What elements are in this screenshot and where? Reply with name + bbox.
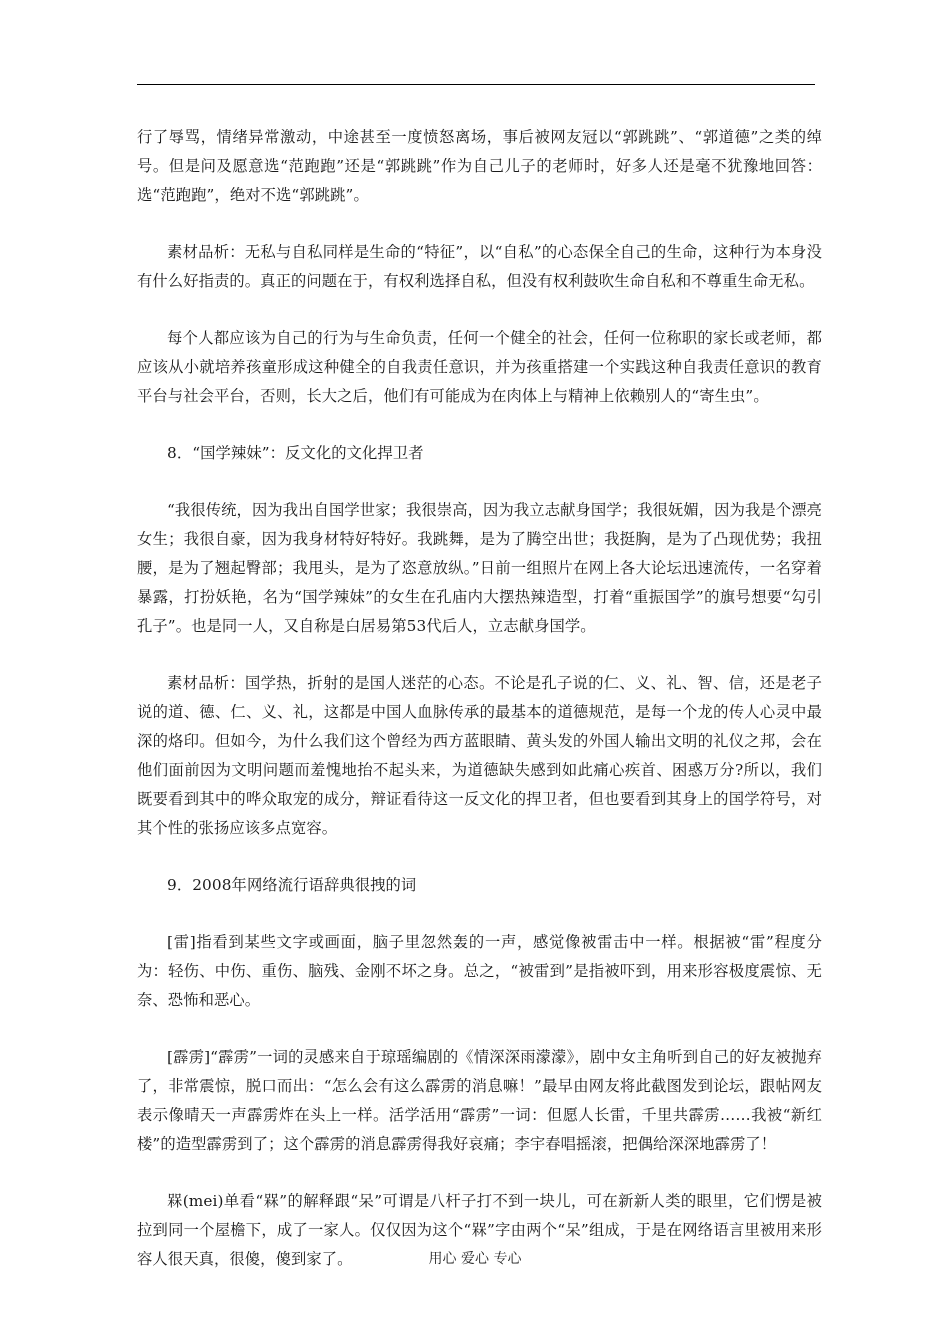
- paragraph-4: “我很传统，因为我出自国学世家；我很崇高，因为我立志献身国学；我很妩媚，因为我是个漂亮女生；我很自豪，因为我身材特好特好。我跳舞，是为了腾空出世；我挺胸，是为了凸现优势；我扭腰，是为了翘起臀部；我甩头，是为了恣意放纵。”日前一组照片在网上各大论坛迅速流传，一名穿着暴露，打扮妖艳，名为“国学辣妹”的女生在孔庙内大摆热辣造型，打着“重振国学”的旗号想要“勾引孔子”。也是同一人，又自称是白居易第53代后人，立志献身国学。: [137, 501, 822, 635]
- paragraph-6: [雷]指看到某些文字或画面，脑子里忽然轰的一声，感觉像被雷击中一样。根据被“雷”程度分为：轻伤、中伤、重伤、脑残、金刚不坏之身。总之，“被雷到”是指被吓到，用来形容极度震惊、无奈、恐怖和恶心。: [137, 933, 822, 1009]
- paragraph-7: [霹雳]“霹雳”一词的灵感来自于琼瑶编剧的《情深深雨濛濛》，剧中女主角听到自己的好友被抛弃了，非常震惊，脱口而出：“怎么会有这么霹雳的消息嘛！”最早由网友将此截图发到论坛，跟帖网友表示像晴天一声霹雳炸在头上一样。活学活用“霹雳”一词：但愿人长雷，千里共霹雳……我被“新红楼”的造型霹雳到了；这个霹雳的消息霹雳得我好哀痛；李宇春唱摇滚，把偶给深深地霹雳了！: [137, 1048, 822, 1153]
- paragraph-2: 素材品析：无私与自私同样是生命的“特征”，以“自私”的心态保全自己的生命，这种行为本身没有什么好指责的。真正的问题在于，有权利选择自私，但没有权利鼓吹生命自私和不尊重生命无私。: [137, 243, 822, 290]
- paragraph-5: 素材品析：国学热，折射的是国人迷茫的心态。不论是孔子说的仁、义、礼、智、信，还是老子说的道、德、仁、义、礼，这都是中国人血脉传承的最基本的道德规范，是每一个龙的传人心灵中最深的烙印。但如今，为什么我们这个曾经为西方蓝眼睛、黄头发的外国人输出文明的礼仪之邦，会在他们面前因为文明问题而羞愧地抬不起头来，为道德缺失感到如此痛心疾首、困惑万分?所以，我们既要看到其中的哗众取宠的成分，辩证看待这一反文化的捍卫者，但也要看到其身上的国学符号，对其个性的张扬应该多点宽容。: [137, 674, 822, 837]
- document-body: [137, 123, 822, 1302]
- paragraph-3: 每个人都应该为自己的行为与生命负责，任何一个健全的社会，任何一位称职的家长或老师，都应该从小就培养孩童形成这种健全的自我责任意识，并为孩重搭建一个实践这种自我责任意识的教育平台与社会平台，否则，长大之后，他们有可能成为在肉体上与精神上依赖别人的“寄生虫”。: [137, 329, 822, 405]
- page-footer: 用心 爱心 专心: [428, 1251, 522, 1267]
- paragraph-8: 槑(mei)单看“槑”的解释跟“呆”可谓是八杆子打不到一块儿，可在新新人类的眼里，它们愣是被拉到同一个屋檐下，成了一家人。仅仅因为这个“槑”字由两个“呆”组成，于是在网络语言里被用来形容人很天真，很傻，傻到家了。: [137, 1192, 822, 1268]
- header-rule: [137, 84, 815, 85]
- paragraph-1: 行了辱骂，情绪异常激动，中途甚至一度愤怒离场，事后被网友冠以“郭跳跳”、“郭道德”之类的绰号。但是问及愿意选“范跑跑”还是“郭跳跳”作为自己儿子的老师时，好多人还是毫不犹豫地回答：选“范跑跑”，绝对不选“郭跳跳”。: [137, 128, 822, 204]
- section-heading-9: 9．2008年网络流行语辞典很拽的词: [167, 876, 417, 894]
- section-heading-8: 8．“国学辣妹”：反文化的文化捍卫者: [167, 444, 424, 462]
